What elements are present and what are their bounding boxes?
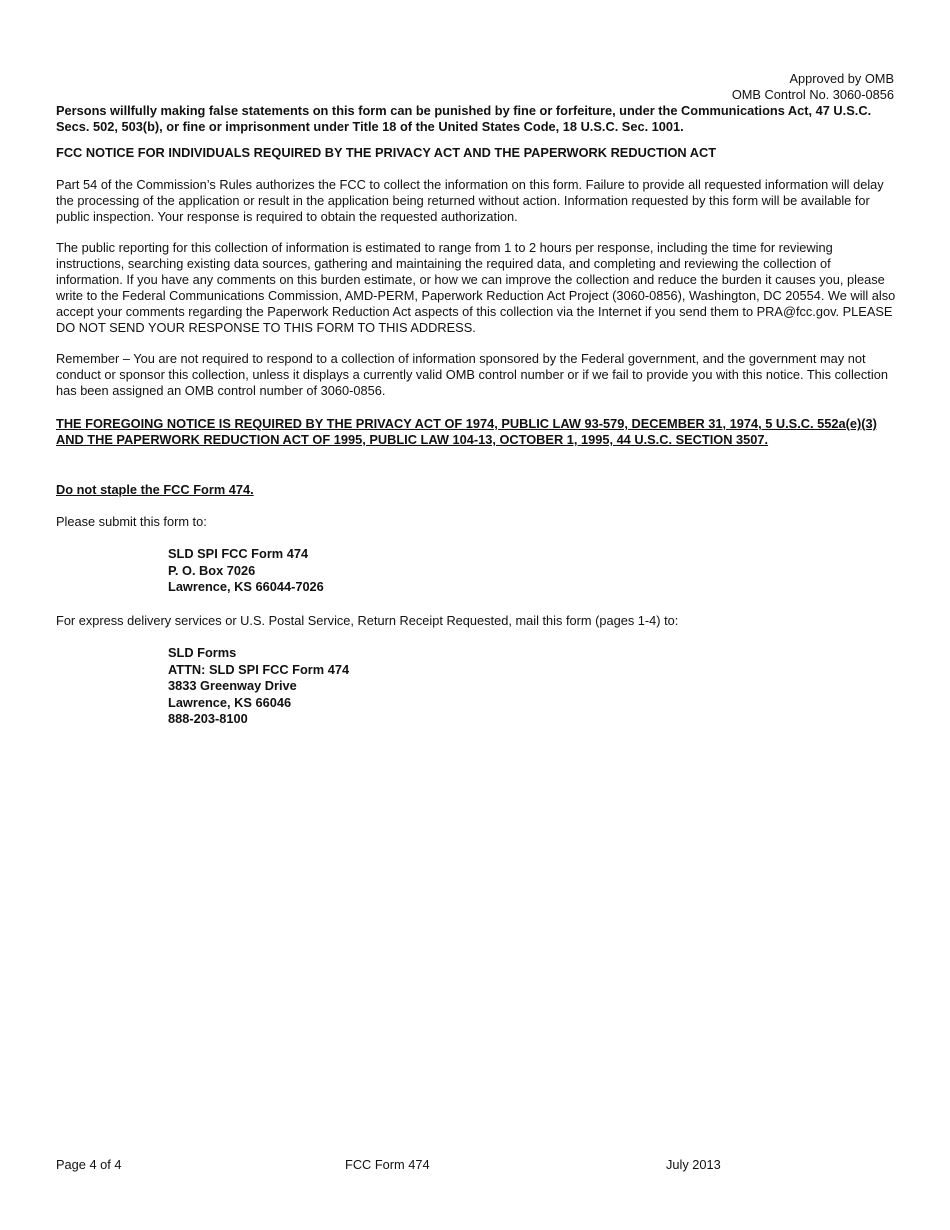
express-address [168, 645, 349, 728]
notice-heading: FCC NOTICE FOR INDIVIDUALS REQUIRED BY THE PRIVACY ACT AND THE PAPERWORK REDUCTION ACT [56, 145, 717, 160]
submit-intro: Please submit this form to: [56, 514, 207, 529]
express-delivery-intro: For express delivery services or U.S. Postal Service, Return Receipt Requested, mail this form (pages 1-4) to: [56, 613, 679, 628]
express-address-line: 3833 Greenway Drive [168, 678, 297, 694]
burden-paragraph: The public reporting for this collection of information is estimated to range from 1 to 2 hours per response, including the time for reviewing instructions, searching existing data sources, gathering and maintaining the required data, and completing and reviewing the collection of information. If you have any comments on this burden estimate, or how we can improve the collection and reduce the burden it causes you, please write to the Federal Communications Commission, AMD-PERM, Paperwork Reduction Act Project (3060-0856), Washington, DC 20554. We will also accept your comments regarding the Paperwork Reduction Act aspects of this collection via the Internet if you send them to PRA@fcc.gov. PLEASE DO NOT SEND YOUR RESPONSE TO THIS FORM TO THIS ADDRESS. [56, 240, 896, 335]
remember-paragraph: Remember – You are not required to respond to a collection of information sponsored by the Federal government, and the government may not conduct or sponsor this collection, unless it displays a currently valid OMB control number or if we fail to provide you with this notice. This collection has been assigned an OMB control number of 3060-0856. [56, 351, 888, 398]
mailing-address-line: SLD SPI FCC Form 474 [168, 546, 309, 561]
express-address-line: SLD Forms [168, 645, 237, 660]
omb-approval-line: Approved by OMB [789, 71, 894, 86]
foregoing-notice: THE FOREGOING NOTICE IS REQUIRED BY THE PRIVACY ACT OF 1974, PUBLIC LAW 93-579, DECEMBER 31, 1974, 5 U.S.C. 552a(e)(3) AND THE PAPERWORK REDUCTION ACT OF 1995, PUBLIC LAW 104-13, OCTOBER 1, 1995, 44 U.S.C. SECTION 3507. [56, 416, 877, 447]
no-staple-notice: Do not staple the FCC Form 474. [56, 482, 254, 497]
false-statement-warning: Persons willfully making false statements on this form can be punished by fine or forfeiture, under the Communications Act, 47 U.S.C. Secs. 502, 503(b), or fine or imprisonment under Title 18 of the United States Code, 18 U.S.C. Sec. 1001. [56, 103, 872, 134]
mailing-address-line: P. O. Box 7026 [168, 562, 256, 578]
express-address-line: 888-203-8100 [168, 711, 248, 727]
authority-paragraph: Part 54 of the Commission’s Rules authorizes the FCC to collect the information on this form. Failure to provide all requested information will delay the processing of the application or result in the application being returned without action. Information requested by this form will be available for public inspection. Your response is required to obtain the requested authorization. [56, 177, 884, 224]
mailing-address [168, 546, 324, 596]
mailing-address-line: Lawrence, KS 66044-7026 [168, 579, 324, 595]
omb-approval-block [732, 71, 894, 103]
footer-date: July 2013 [666, 1157, 721, 1172]
footer-page-number: Page 4 of 4 [56, 1157, 122, 1172]
express-address-line: Lawrence, KS 66046 [168, 694, 292, 710]
footer-form-name: FCC Form 474 [345, 1157, 430, 1172]
document-page [56, 0, 896, 1230]
omb-control-number: OMB Control No. 3060-0856 [731, 87, 894, 102]
express-address-line: ATTN: SLD SPI FCC Form 474 [168, 661, 350, 677]
